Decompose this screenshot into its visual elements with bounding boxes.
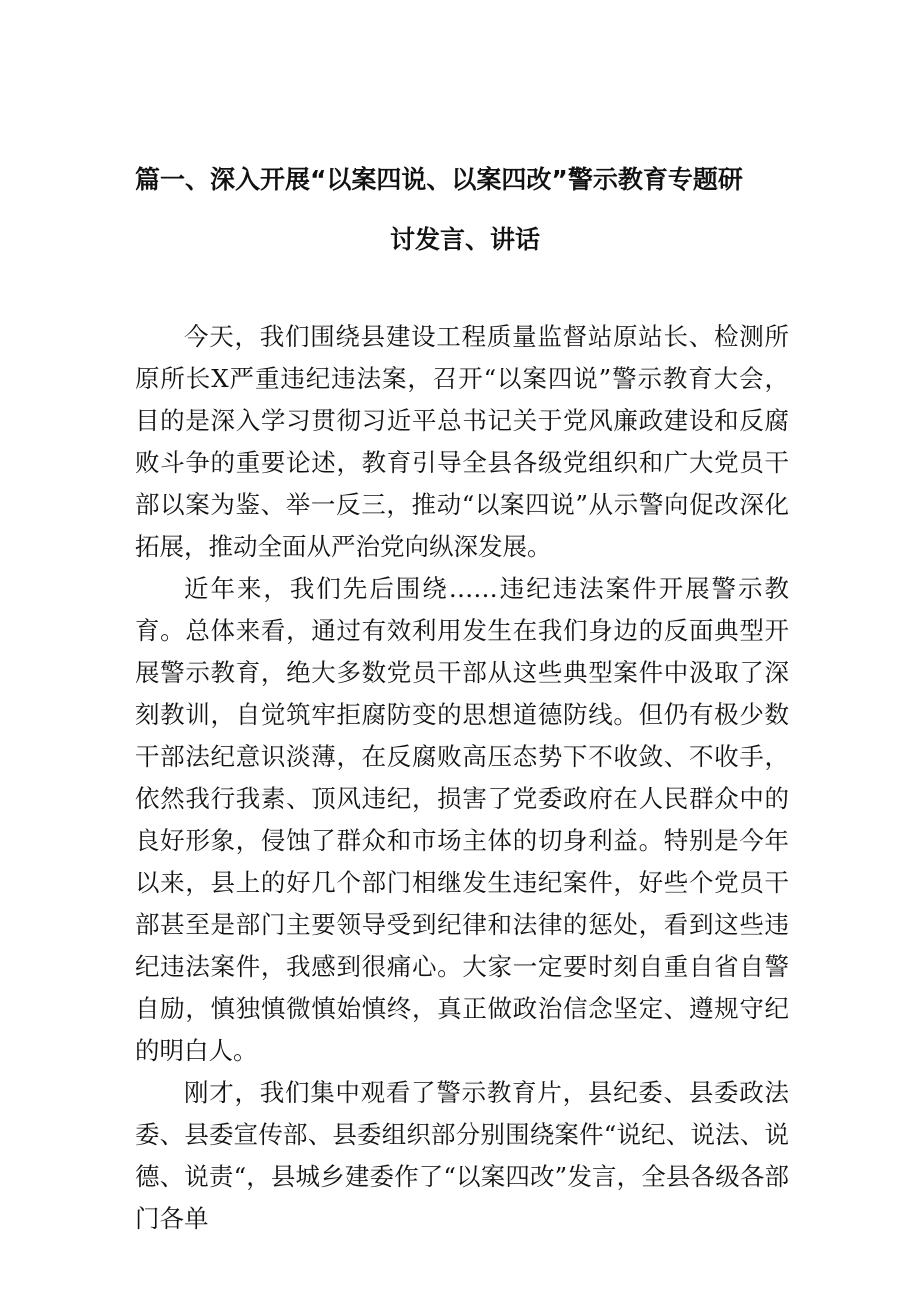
title-line-1: 篇一、深入开展“以案四说、以案四改”警示教育专题研 — [135, 165, 743, 194]
document-body — [135, 316, 789, 1240]
title-line-2: 讨发言、讲话 — [390, 225, 541, 254]
document-title — [135, 158, 795, 254]
paragraph-3: 刚才，我们集中观看了警示教育片，县纪委、县委政法委、县委宣传部、县委组织部分别围绕案件“说纪、说法、说德、说责“，县城乡建委作了“以案四改”发言，全县各级各部门各单 — [135, 1078, 789, 1233]
paragraph-2: 近年来，我们先后围绕……违纪违法案件开展警示教育。总体来看，通过有效利用发生在我们身边的反面典型开展警示教育，绝大多数党员干部从这些典型案件中汲取了深刻教训，自觉筑牢拒腐防变的思想道德防线。但仍有极少数干部法纪意识淡薄，在反腐败高压态势下不收敛、不收手，依然我行我素、顶风违纪，损害了党委政府在人民群众中的良好形象，侵蚀了群众和市场主体的切身利益。特别是今年以来，县上的好几个部门相继发生违纪案件，好些个党员干部甚至是部门主要领导受到纪律和法律的惩处，看到这些违纪违法案件，我感到很痛心。大家一定要时刻自重自省自警自励，慎独慎微慎始慎终，真正做政治信念坚定、遵规守纪的明白人。 — [135, 574, 789, 1065]
paragraph-1: 今天，我们围绕县建设工程质量监督站原站长、检测所原所长X严重违纪违法案，召开“以案四说”警示教育大会，目的是深入学习贯彻习近平总书记关于党风廉政建设和反腐败斗争的重要论述，教育引导全县各级党组织和广大党员干部以案为鉴、举一反三，推动“以案四说”从示警向促改深化拓展，推动全面从严治党向纵深发展。 — [135, 322, 789, 561]
